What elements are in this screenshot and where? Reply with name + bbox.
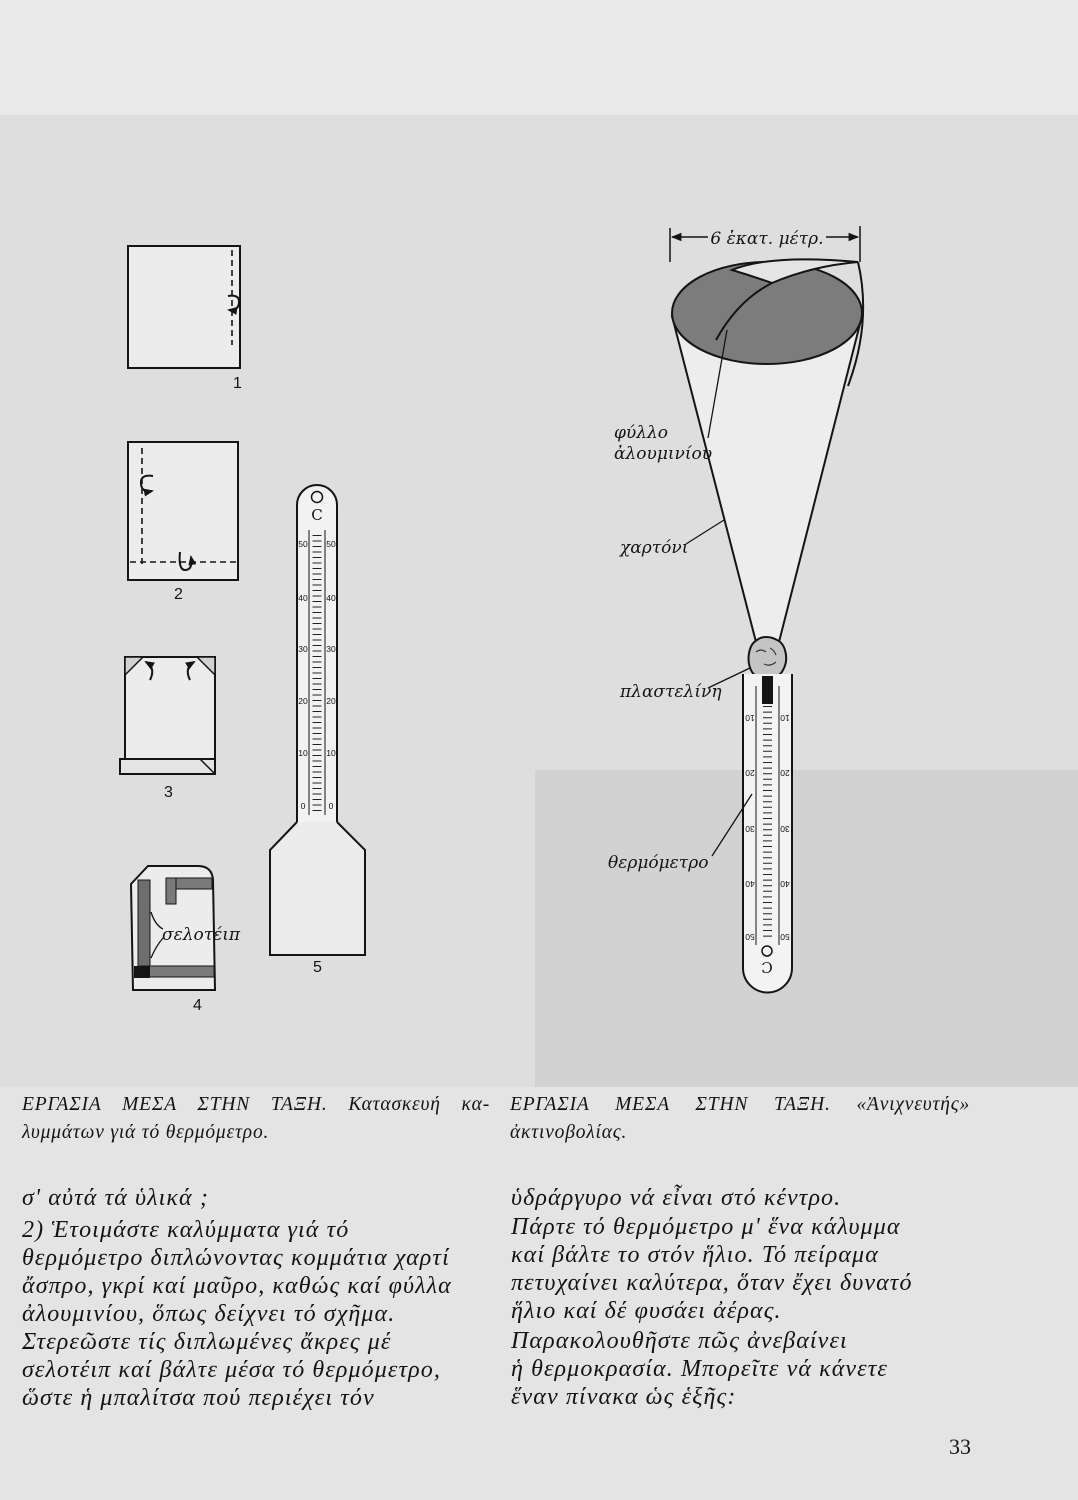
caption-right-line-1: ΕΡΓΑΣΙΑ ΜΕΣΑ ΣΤΗΝ ΤΑΞΗ. «Ἀνιχνευτής» [510, 1094, 970, 1115]
tape-strip [140, 966, 214, 977]
thermometer-unit: C [761, 958, 773, 976]
figure-step-3-sheet [120, 657, 215, 774]
scale-number: 40 [780, 879, 790, 889]
text-line: Στερεῶστε τίς διπλωμένες ἄκρες μέ [22, 1329, 392, 1355]
figure-step-5-label: 5 [313, 959, 322, 976]
plasticine-blob [749, 637, 787, 679]
figure-step-1-label: 1 [233, 375, 242, 392]
scale-number: 20 [298, 696, 308, 706]
scale-number: 40 [298, 593, 308, 603]
figure-step-3-label: 3 [164, 784, 173, 801]
text-line: Πάρτε τό θερμόμετρο μ' ἕνα κάλυμμα [511, 1214, 901, 1240]
caption-right-line-2: ἀκτινοβολίας. [510, 1122, 628, 1143]
scale-number: 10 [780, 713, 790, 723]
text-line: σ' αὐτά τά ὑλικά ; [22, 1185, 209, 1211]
scale-number: 50 [298, 539, 308, 549]
photo-bleed-through [535, 770, 1078, 1087]
scale-number: 10 [298, 748, 308, 758]
scale-number: 40 [745, 879, 755, 889]
scale-number: 10 [326, 748, 336, 758]
scale-number: 20 [780, 768, 790, 778]
page-number: 33 [949, 1434, 971, 1459]
text-line: σελοτέιπ καί βάλτε μέσα τό θερμόμετρο, [22, 1357, 441, 1383]
foil-label-line-1: φύλλο [614, 423, 669, 443]
foil-label-line-2: ἀλουμινίου [614, 444, 713, 464]
text-line: ἥλιο καί δέ φυσάει ἀέρας. [511, 1298, 782, 1324]
caption-left-line-1: ΕΡΓΑΣΙΑ ΜΕΣΑ ΣΤΗΝ ΤΑΞΗ. Κατασκευή κα- [22, 1094, 490, 1115]
tape-label: σελοτέιπ [162, 925, 241, 945]
figure-step-2-label: 2 [174, 586, 183, 603]
tape-strip [166, 878, 176, 904]
scale-number: 40 [326, 593, 336, 603]
figure-step-4-label: 4 [193, 997, 202, 1014]
scale-number: 50 [780, 932, 790, 942]
holder-cover [270, 822, 365, 955]
thermometer-label: θερμόμετρο [608, 853, 709, 873]
scale-number: 30 [298, 644, 308, 654]
tape-overlap [134, 966, 150, 978]
text-line: θερμόμετρο διπλώνοντας κομμάτια χαρτί [22, 1245, 450, 1271]
plasticine-label: πλαστελίνη [620, 682, 722, 702]
scale-number: 20 [745, 768, 755, 778]
text-line: ὥστε ἡ μπαλίτσα πού περιέχει τόν [22, 1385, 375, 1411]
scale-number: 30 [745, 824, 755, 834]
figure-step-2-sheet [128, 442, 238, 580]
scale-number: 0 [328, 801, 334, 811]
scale-number: 30 [326, 644, 336, 654]
text-line: ἕναν πίνακα ὡς ἑξῆς: [511, 1384, 737, 1410]
text-line: ἄσπρο, γκρί καί μαῦρο, καθώς καί φύλλα [22, 1273, 452, 1299]
scale-number: 30 [780, 824, 790, 834]
scale-number: 50 [745, 932, 755, 942]
scale-number: 20 [326, 696, 336, 706]
top-margin [0, 0, 1078, 115]
mercury-column [762, 676, 773, 704]
figure-step-1-sheet [128, 246, 240, 368]
text-line: πετυχαίνει καλύτερα, ὅταν ἔχει δυνατό [511, 1270, 913, 1296]
scale-number: 50 [326, 539, 336, 549]
tape-strip [138, 880, 150, 975]
folded-bottom-strip [120, 759, 215, 774]
text-line: ὑδράργυρο νά εἶναι στό κέντρο. [511, 1185, 842, 1211]
scale-number: 0 [300, 801, 306, 811]
text-line: ἡ θερμοκρασία. Μπορεῖτε νά κάνετε [511, 1356, 888, 1382]
caption-left-line-2: λυμμάτων γιά τό θερμόμετρο. [22, 1122, 270, 1143]
text-line: 2) Ἑτοιμάστε καλύμματα γιά τό [22, 1217, 350, 1243]
text-line: ἀλουμινίου, ὅπως δείχνει τό σχῆμα. [22, 1301, 396, 1327]
text-line: καί βάλτε το στόν ἥλιο. Τό πείραμα [511, 1242, 879, 1268]
text-line: Παρακολουθῆστε πῶς ἀνεβαίνει [511, 1328, 848, 1354]
dimension-label: 6 ἑκατ. μέτρ. [710, 229, 824, 249]
card-label: χαρτόνι [620, 538, 689, 558]
thermometer-unit: C [311, 506, 323, 524]
scale-number: 10 [745, 713, 755, 723]
